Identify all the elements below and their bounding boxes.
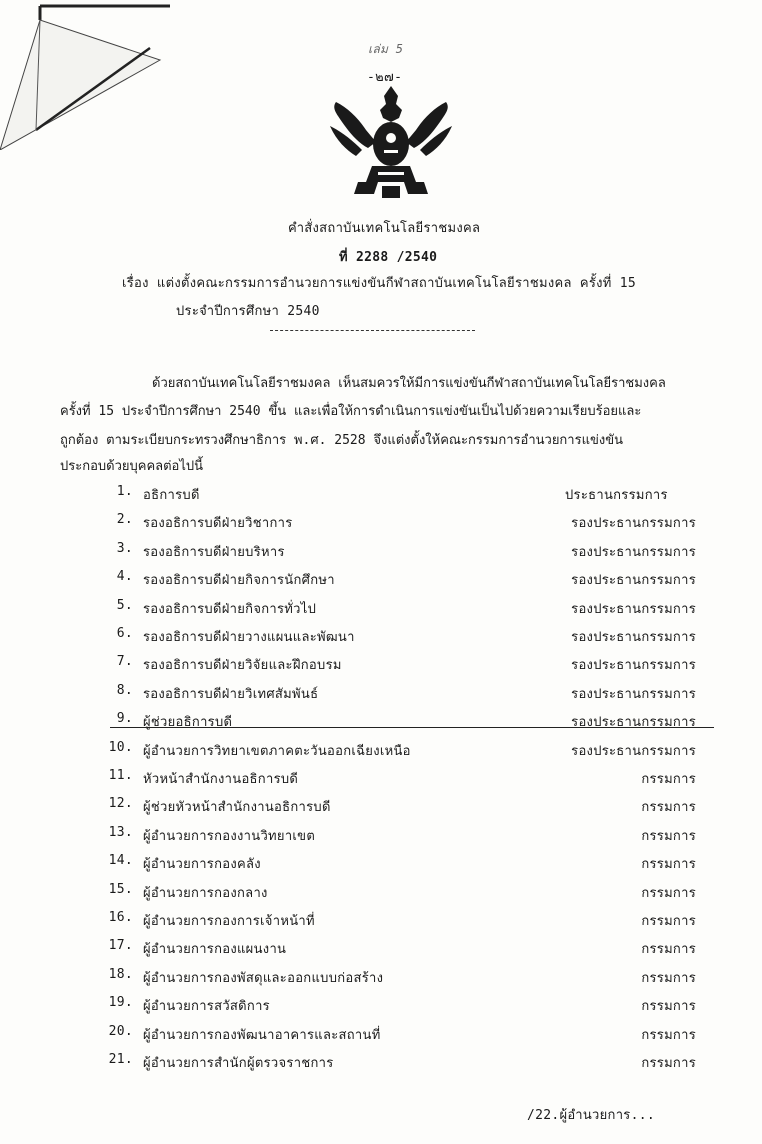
member-role: รองประธานกรรมการ <box>571 545 696 560</box>
member-role: รองประธานกรรมการ <box>571 744 696 759</box>
member-name: รองอธิการบดีฝ่ายวิชาการ <box>143 516 293 531</box>
member-number: 1. <box>116 484 133 499</box>
member-name: ผู้อำนวยการกองงานวิทยาเขต <box>143 829 316 844</box>
member-name: ผู้อำนวยการวิทยาเขตภาคตะวันออกเฉียงเหนือ <box>143 744 411 759</box>
member-role: รองประธานกรรมการ <box>571 687 696 702</box>
member-role: รองประธานกรรมการ <box>571 516 696 531</box>
member-number: 7. <box>116 654 133 669</box>
underline-rule <box>110 727 714 728</box>
member-number: 3. <box>116 541 133 556</box>
member-role: กรรมการ <box>641 886 696 901</box>
body-line-3: ถูกต้อง ตามระเบียบกระทรวงศึกษาธิการ พ.ศ. 2528 จึงแต่งตั้งให้คณะกรรมการอำนวยการแข่งขัน <box>60 433 623 448</box>
member-name: ผู้ช่วยหัวหน้าสำนักงานอธิการบดี <box>143 800 331 815</box>
page-number: -๒๗- <box>367 70 403 85</box>
member-name: ผู้อำนวยการกองแผนงาน <box>143 942 287 957</box>
member-number: 10. <box>108 740 133 755</box>
member-name: รองอธิการบดีฝ่ายกิจการนักศึกษา <box>143 573 335 588</box>
garuda-emblem-icon <box>328 82 454 200</box>
member-number: 5. <box>116 598 133 613</box>
member-role: กรรมการ <box>641 829 696 844</box>
member-number: 21. <box>108 1052 133 1067</box>
member-name: ผู้อำนวยการกองพัฒนาอาคารและสถานที่ <box>143 1028 381 1043</box>
member-role: รองประธานกรรมการ <box>571 630 696 645</box>
member-role: รองประธานกรรมการ <box>571 573 696 588</box>
member-number: 15. <box>108 882 133 897</box>
member-name: ผู้ช่วยอธิการบดี <box>143 715 233 730</box>
body-line-4: ประกอบด้วยบุคคลต่อไปนี้ <box>60 459 204 474</box>
member-role: รองประธานกรรมการ <box>571 715 696 730</box>
member-role: กรรมการ <box>641 971 696 986</box>
order-title: คำสั่งสถาบันเทคโนโลยีราชมงคล <box>288 221 481 236</box>
member-role: กรรมการ <box>641 914 696 929</box>
member-name: อธิการบดี <box>143 488 200 503</box>
member-number: 11. <box>108 768 133 783</box>
subject-line-1: เรื่อง แต่งตั้งคณะกรรมการอำนวยการแข่งขันกีฬาสถาบันเทคโนโลยีราชมงคล ครั้งที่ 15 <box>122 276 637 291</box>
body-line-1: ด้วยสถาบันเทคโนโลยีราชมงคล เห็นสมควรให้มีการแข่งขันกีฬาสถาบันเทคโนโลยีราชมงคล <box>152 376 666 391</box>
member-role: กรรมการ <box>641 1056 696 1071</box>
member-name: รองอธิการบดีฝ่ายบริหาร <box>143 545 285 560</box>
member-number: 14. <box>108 853 133 868</box>
member-role: กรรมการ <box>641 772 696 787</box>
member-name: ผู้อำนวยการกองพัสดุและออกแบบก่อสร้าง <box>143 971 384 986</box>
member-name: ผู้อำนวยการกองการเจ้าหน้าที่ <box>143 914 315 929</box>
member-number: 9. <box>116 711 133 726</box>
member-role: กรรมการ <box>641 942 696 957</box>
continuation-note: /22.ผู้อำนวยการ... <box>527 1108 655 1123</box>
member-number: 16. <box>108 910 133 925</box>
member-name: ผู้อำนวยการสำนักผู้ตรวจราชการ <box>143 1056 334 1071</box>
member-role: กรรมการ <box>641 1028 696 1043</box>
member-name: ผู้อำนวยการสวัสดิการ <box>143 999 270 1014</box>
member-role: รองประธานกรรมการ <box>571 658 696 673</box>
member-role: กรรมการ <box>641 857 696 872</box>
member-name: รองอธิการบดีฝ่ายวิเทศสัมพันธ์ <box>143 687 319 702</box>
handwritten-note: เล่ม 5 <box>368 42 404 56</box>
member-number: 2. <box>116 512 133 527</box>
member-number: 4. <box>116 569 133 584</box>
member-number: 18. <box>108 967 133 982</box>
order-number: ที่ 2288 /2540 <box>339 250 438 265</box>
separator-dashes <box>270 330 475 331</box>
member-role: กรรมการ <box>641 999 696 1014</box>
subject-line-2: ประจำปีการศึกษา 2540 <box>176 304 320 319</box>
member-name: หัวหน้าสำนักงานอธิการบดี <box>143 772 299 787</box>
member-number: 17. <box>108 938 133 953</box>
member-name: รองอธิการบดีฝ่ายวิจัยและฝึกอบรม <box>143 658 342 673</box>
member-name: รองอธิการบดีฝ่ายกิจการทั่วไป <box>143 602 317 617</box>
member-number: 6. <box>116 626 133 641</box>
member-number: 19. <box>108 995 133 1010</box>
member-number: 12. <box>108 796 133 811</box>
member-number: 13. <box>108 825 133 840</box>
member-number: 20. <box>108 1024 133 1039</box>
member-role: กรรมการ <box>641 800 696 815</box>
member-role: ประธานกรรมการ <box>565 488 668 503</box>
member-role: รองประธานกรรมการ <box>571 602 696 617</box>
body-line-2: ครั้งที่ 15 ประจำปีการศึกษา 2540 ขึ้น และเพื่อให้การดำเนินการแข่งขันเป็นไปด้วยความเรียบร้อยและ <box>60 404 642 419</box>
member-name: ผู้อำนวยการกองกลาง <box>143 886 268 901</box>
member-name: รองอธิการบดีฝ่ายวางแผนและพัฒนา <box>143 630 355 645</box>
folded-corner <box>0 0 170 150</box>
member-number: 8. <box>116 683 133 698</box>
member-name: ผู้อำนวยการกองคลัง <box>143 857 261 872</box>
